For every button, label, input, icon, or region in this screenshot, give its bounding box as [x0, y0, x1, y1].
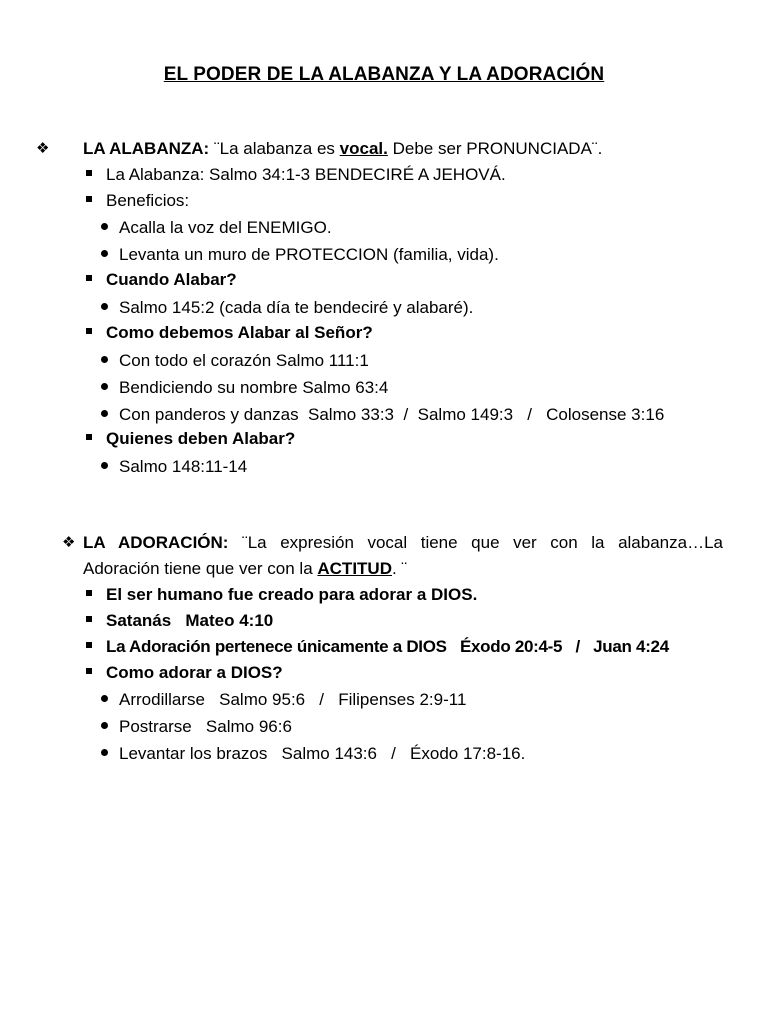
- square-bullet-icon: [86, 275, 92, 281]
- round-bullet-icon: [101, 410, 108, 417]
- adoracion-heading: LA ADORACIÓN:: [83, 533, 229, 552]
- when-heading: Cuando Alabar?: [106, 270, 237, 289]
- diamond-bullet-icon: ❖: [62, 534, 76, 551]
- adoracion-item: Satanás Mateo 4:10: [106, 611, 274, 630]
- square-bullet-icon: [86, 668, 92, 674]
- list-item: Bendiciendo su nombre Salmo 63:4: [119, 378, 389, 397]
- list-item: Con todo el corazón Salmo 111:1: [119, 351, 369, 370]
- square-bullet-icon: [86, 170, 92, 176]
- list-item: Salmo 148:11-14: [119, 457, 248, 476]
- page-title: EL PODER DE LA ALABANZA Y LA ADORACIÓN: [163, 64, 605, 85]
- who-heading: Quienes deben Alabar?: [106, 429, 296, 448]
- square-bullet-icon: [86, 434, 92, 440]
- square-bullet-icon: [86, 196, 92, 202]
- square-bullet-icon: [86, 616, 92, 622]
- round-bullet-icon: [101, 749, 108, 756]
- square-bullet-icon: [86, 328, 92, 334]
- how-heading: Como debemos Alabar al Señor?: [106, 323, 373, 342]
- square-bullet-icon: [86, 590, 92, 596]
- round-bullet-icon: [101, 356, 108, 363]
- list-item: Con panderos y danzas Salmo 33:3 / Salmo 149:3 / Colosense 3:16: [119, 405, 665, 424]
- alabanza-intro: LA ALABANZA: ¨La alabanza es vocal. Debe ser PRONUNCIADA¨.: [83, 139, 603, 158]
- adoracion-item: El ser humano fue creado para adorar a DIOS.: [106, 585, 478, 604]
- list-item: Levanta un muro de PROTECCION (familia, vida).: [119, 245, 499, 264]
- alabanza-heading: LA ALABANZA:: [83, 139, 210, 158]
- diamond-bullet-icon: ❖: [36, 140, 50, 157]
- list-item: Arrodillarse Salmo 95:6 / Filipenses 2:9-11: [119, 690, 467, 709]
- beneficios-label: Beneficios:: [106, 191, 190, 210]
- round-bullet-icon: [101, 383, 108, 390]
- list-item: Postrarse Salmo 96:6: [119, 717, 292, 736]
- round-bullet-icon: [101, 722, 108, 729]
- adoracion-item: La Adoración pertenece únicamente a DIOS Éxodo 20:4-5 / Juan 4:24: [106, 637, 669, 656]
- round-bullet-icon: [101, 303, 108, 310]
- list-item: Acalla la voz del ENEMIGO.: [119, 218, 332, 237]
- adoracion-intro-line2: Adoración tiene que ver con la ACTITUD. ¨: [83, 559, 408, 578]
- adoracion-item: Como adorar a DIOS?: [106, 663, 283, 682]
- round-bullet-icon: [101, 223, 108, 230]
- alabanza-item-salmo: La Alabanza: Salmo 34:1-3 BENDECIRÉ A JEHOVÁ.: [106, 165, 506, 184]
- list-item: Levantar los brazos Salmo 143:6 / Éxodo 17:8-16.: [119, 744, 526, 763]
- round-bullet-icon: [101, 695, 108, 702]
- square-bullet-icon: [86, 642, 92, 648]
- adoracion-intro-line1: LA ADORACIÓN: ¨La expresión vocal tiene que ver con la alabanza…La: [83, 533, 723, 552]
- round-bullet-icon: [101, 250, 108, 257]
- round-bullet-icon: [101, 462, 108, 469]
- list-item: Salmo 145:2 (cada día te bendeciré y alabaré).: [119, 298, 474, 317]
